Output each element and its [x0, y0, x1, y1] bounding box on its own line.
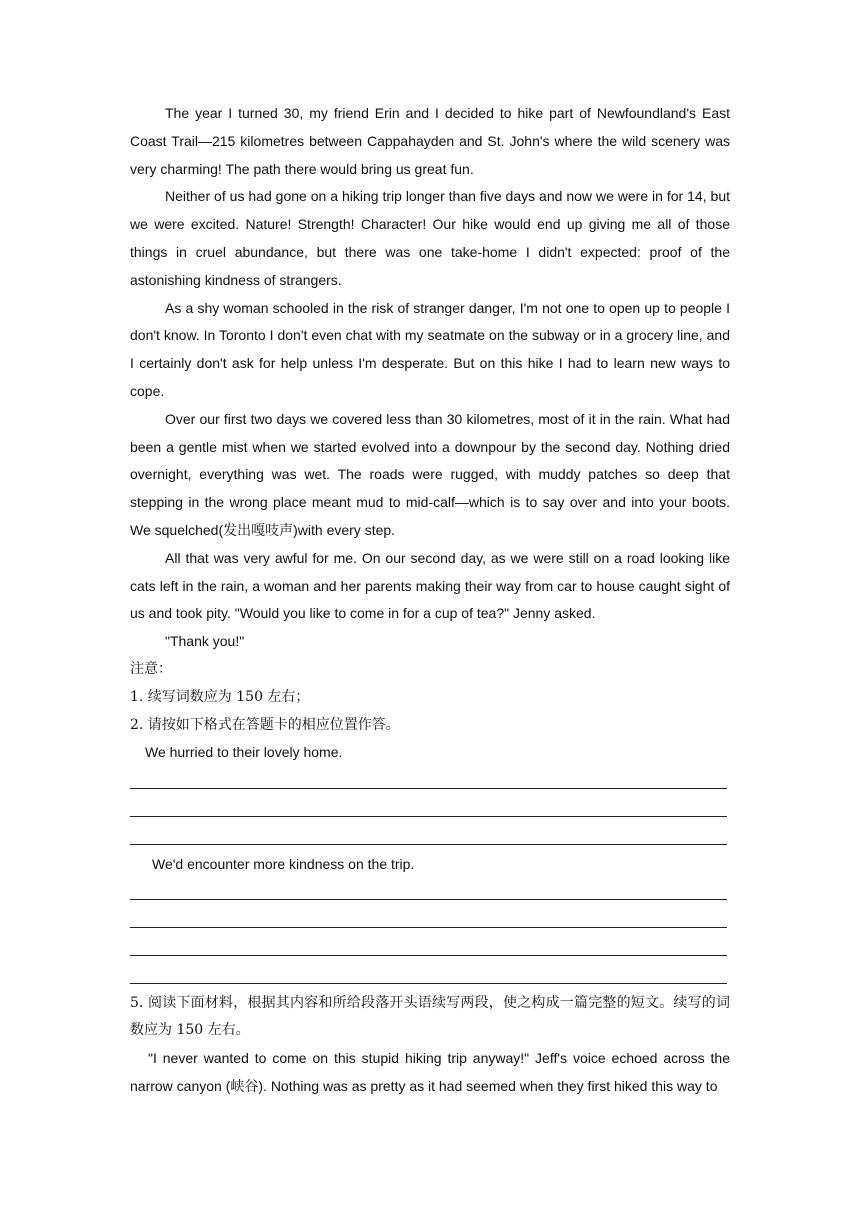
notes-heading: 注意：: [130, 660, 172, 677]
question-5-instruction: 5. 阅读下面材料，根据其内容和所给段落开头语续写两段，使之构成一篇完整的短文。续写的词数应为 150 左右。: [130, 994, 730, 1039]
answer-line[interactable]: [130, 823, 730, 851]
passage-paragraph-5: All that was very awful for me. On our second day, as we were still on a road looking like cats left in the rain, a woman and her parents making their way from car to house caught sight of us and took pity. "Would you like to come in for a cup of tea?" Jenny asked.: [130, 549, 730, 622]
answer-line[interactable]: [130, 878, 730, 906]
passage-paragraph-3: As a shy woman schooled in the risk of stranger danger, I'm not one to open up to people I don't know. In Toronto I don't even chat with my seatmate on the subway or in a grocery line, and I certainly don't ask for help unless I'm desperate. But on this hike I had to learn new ways to cope.: [130, 299, 730, 399]
paragraph-starter-2: We'd encounter more kindness on the trip.: [152, 855, 415, 872]
paragraph-starter-1: We hurried to their lovely home.: [145, 744, 343, 761]
answer-line[interactable]: [130, 962, 730, 990]
passage-paragraph-1: The year I turned 30, my friend Erin and I decided to hike part of Newfoundland's East Coast Trail—215 kilometres between Cappahayden and St. John's where the wild scenery was very charming! The path there would bring us great fun.: [130, 105, 730, 177]
answer-line[interactable]: [130, 795, 730, 823]
passage-paragraph-2: Neither of us had gone on a hiking trip longer than five days and now we were in for 14, but we were excited. Nature! Strength! Character! Our hike would end up giving me all of those things in cruel abundance, but there was one take-home I didn't expected: proof of the astonishing kindness of strangers.: [130, 188, 730, 288]
passage-paragraph-4: Over our first two days we covered less than 30 kilometres, most of it in the rain. What had been a gentle mist when we started evolved into a downpour by the second day. Nothing dried overnight, everything was wet. The roads were rugged, with muddy patches so deep that stepping in the wrong place meant mud to mid-calf—which is to say over and into your boots. We squelched(发出嘎吱声)with every step.: [130, 410, 730, 538]
answer-line[interactable]: [130, 767, 730, 795]
answer-line[interactable]: [130, 906, 730, 934]
notes-item-1: 1. 续写词数应为 150 左右；: [130, 688, 310, 705]
passage-quote: "Thank you!": [165, 633, 245, 650]
answer-line[interactable]: [130, 934, 730, 962]
notes-item-2: 2. 请按如下格式在答题卡的相应位置作答。: [130, 716, 400, 733]
document-content: [130, 100, 730, 1101]
question-5-paragraph: "I never wanted to come on this stupid hiking trip anyway!" Jeff's voice echoed across the narrow canyon (峡谷). Nothing was as pretty as it had seemed when they first hiked this way to: [130, 1050, 730, 1094]
